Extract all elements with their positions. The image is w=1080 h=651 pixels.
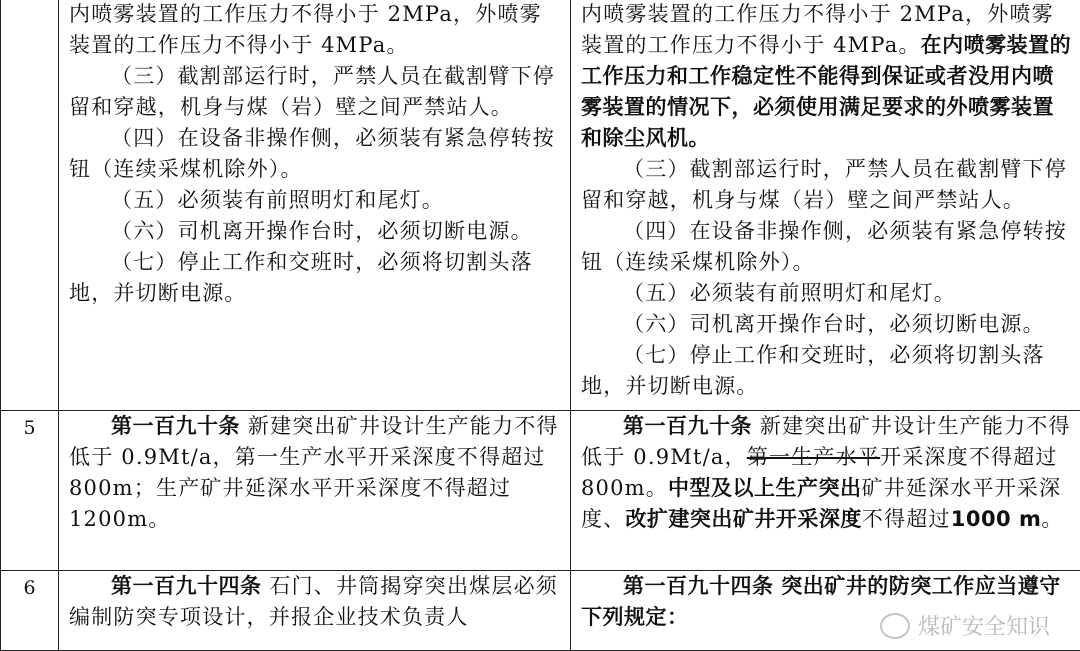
paragraph: [69, 123, 562, 185]
paragraph: [69, 61, 562, 123]
text-run: 矿井延深水平开采深度、: [581, 476, 1061, 531]
text-run: 开采深度不得超过 800m。: [581, 445, 1058, 500]
paragraph: [69, 216, 562, 247]
deleted-text-run: 第一生产水平: [747, 445, 880, 469]
paragraph: [581, 340, 1072, 402]
paragraph: [69, 411, 562, 535]
text-run: （七）停止工作和交班时，必须将切割头落地，并切断电源。: [581, 343, 1045, 398]
bold-text-run: 第一百九十四条 突出矿井的防突工作应当遵守下列规定：: [581, 574, 1061, 629]
new-text-cell: [571, 0, 1080, 411]
text-run: （三）截割部运行时，严禁人员在截割臂下停留和穿越，机身与煤（岩）壁之间严禁站人。: [581, 157, 1067, 212]
paragraph: [69, 185, 562, 216]
text-run: 石门、井筒揭穿突出煤层必须编制防突专项设计，并报企业技术负责人: [69, 574, 558, 629]
text-run: （六）司机离开操作台时，必须切断电源。: [111, 219, 533, 243]
text-run: 内喷雾装置的工作压力不得小于 2MPa，外喷雾装置的工作压力不得小于 4MPa。: [581, 2, 1054, 57]
text-run: （四）在设备非操作侧，必须装有紧急停转按钮（连续采煤机除外）。: [581, 219, 1067, 274]
paragraph: [581, 411, 1072, 535]
paragraph: [581, 154, 1072, 216]
watermark-text: 煤矿安全知识: [918, 610, 1050, 641]
row-number: 5: [1, 411, 59, 571]
paragraph: [69, 571, 562, 633]
bold-text-run: 中型及以上生产突出: [668, 476, 862, 500]
text-run: 不得超过: [862, 507, 951, 531]
text-run: （三）截割部运行时，严禁人员在截割臂下停留和穿越，机身与煤（岩）壁之间严禁站人。: [69, 64, 555, 119]
text-run: （六）司机离开操作台时，必须切断电源。: [623, 312, 1045, 336]
text-run: （七）停止工作和交班时，必须将切割头落地，并切断电源。: [69, 250, 533, 305]
paragraph: [69, 247, 562, 309]
table-row: [1, 0, 1080, 411]
text-run: 内喷雾装置的工作压力不得小于 2MPa，外喷雾装置的工作压力不得小于 4MPa。: [69, 2, 542, 57]
paragraph: [581, 309, 1072, 340]
old-text-cell: [59, 411, 571, 571]
bold-text-run: 第一百九十条: [623, 414, 752, 438]
bold-text-run: 1000 m: [951, 507, 1042, 531]
table-row: [1, 411, 1080, 571]
bold-text-run: 第一百九十四条: [111, 574, 262, 598]
text-run: 新建突出矿井设计生产能力不得低于 0.9Mt/a，: [581, 414, 1071, 469]
text-run: 新建突出矿井设计生产能力不得低于 0.9Mt/a，第一生产水平开采深度不得超过 800m；生产矿井延深水平开采深度不得超过 1200m。: [69, 414, 559, 531]
paragraph: [581, 216, 1072, 278]
text-run: （四）在设备非操作侧，必须装有紧急停转按钮（连续采煤机除外）。: [69, 126, 555, 181]
text-run: （五）必须装有前照明灯和尾灯。: [111, 188, 444, 212]
paragraph: [581, 0, 1072, 154]
paragraph: [581, 278, 1072, 309]
watermark: [880, 610, 1050, 641]
new-text-cell: [571, 411, 1080, 571]
old-text-cell: [59, 571, 571, 651]
old-text-cell: [59, 0, 571, 411]
text-run: 。: [1041, 507, 1063, 531]
row-number: 6: [1, 571, 59, 651]
bold-text-run: 第一百九十条: [111, 414, 240, 438]
paragraph: [69, 0, 562, 61]
bold-text-run: 改扩建突出矿井开采深度: [625, 507, 862, 531]
bold-text-run: 在内喷雾装置的工作压力和工作稳定性不能得到保证或者没用内喷雾装置的情况下，必须使用满足要求的外喷雾装置和除尘风机。: [581, 33, 1071, 150]
row-number: [1, 0, 59, 411]
text-run: （五）必须装有前照明灯和尾灯。: [623, 281, 956, 305]
